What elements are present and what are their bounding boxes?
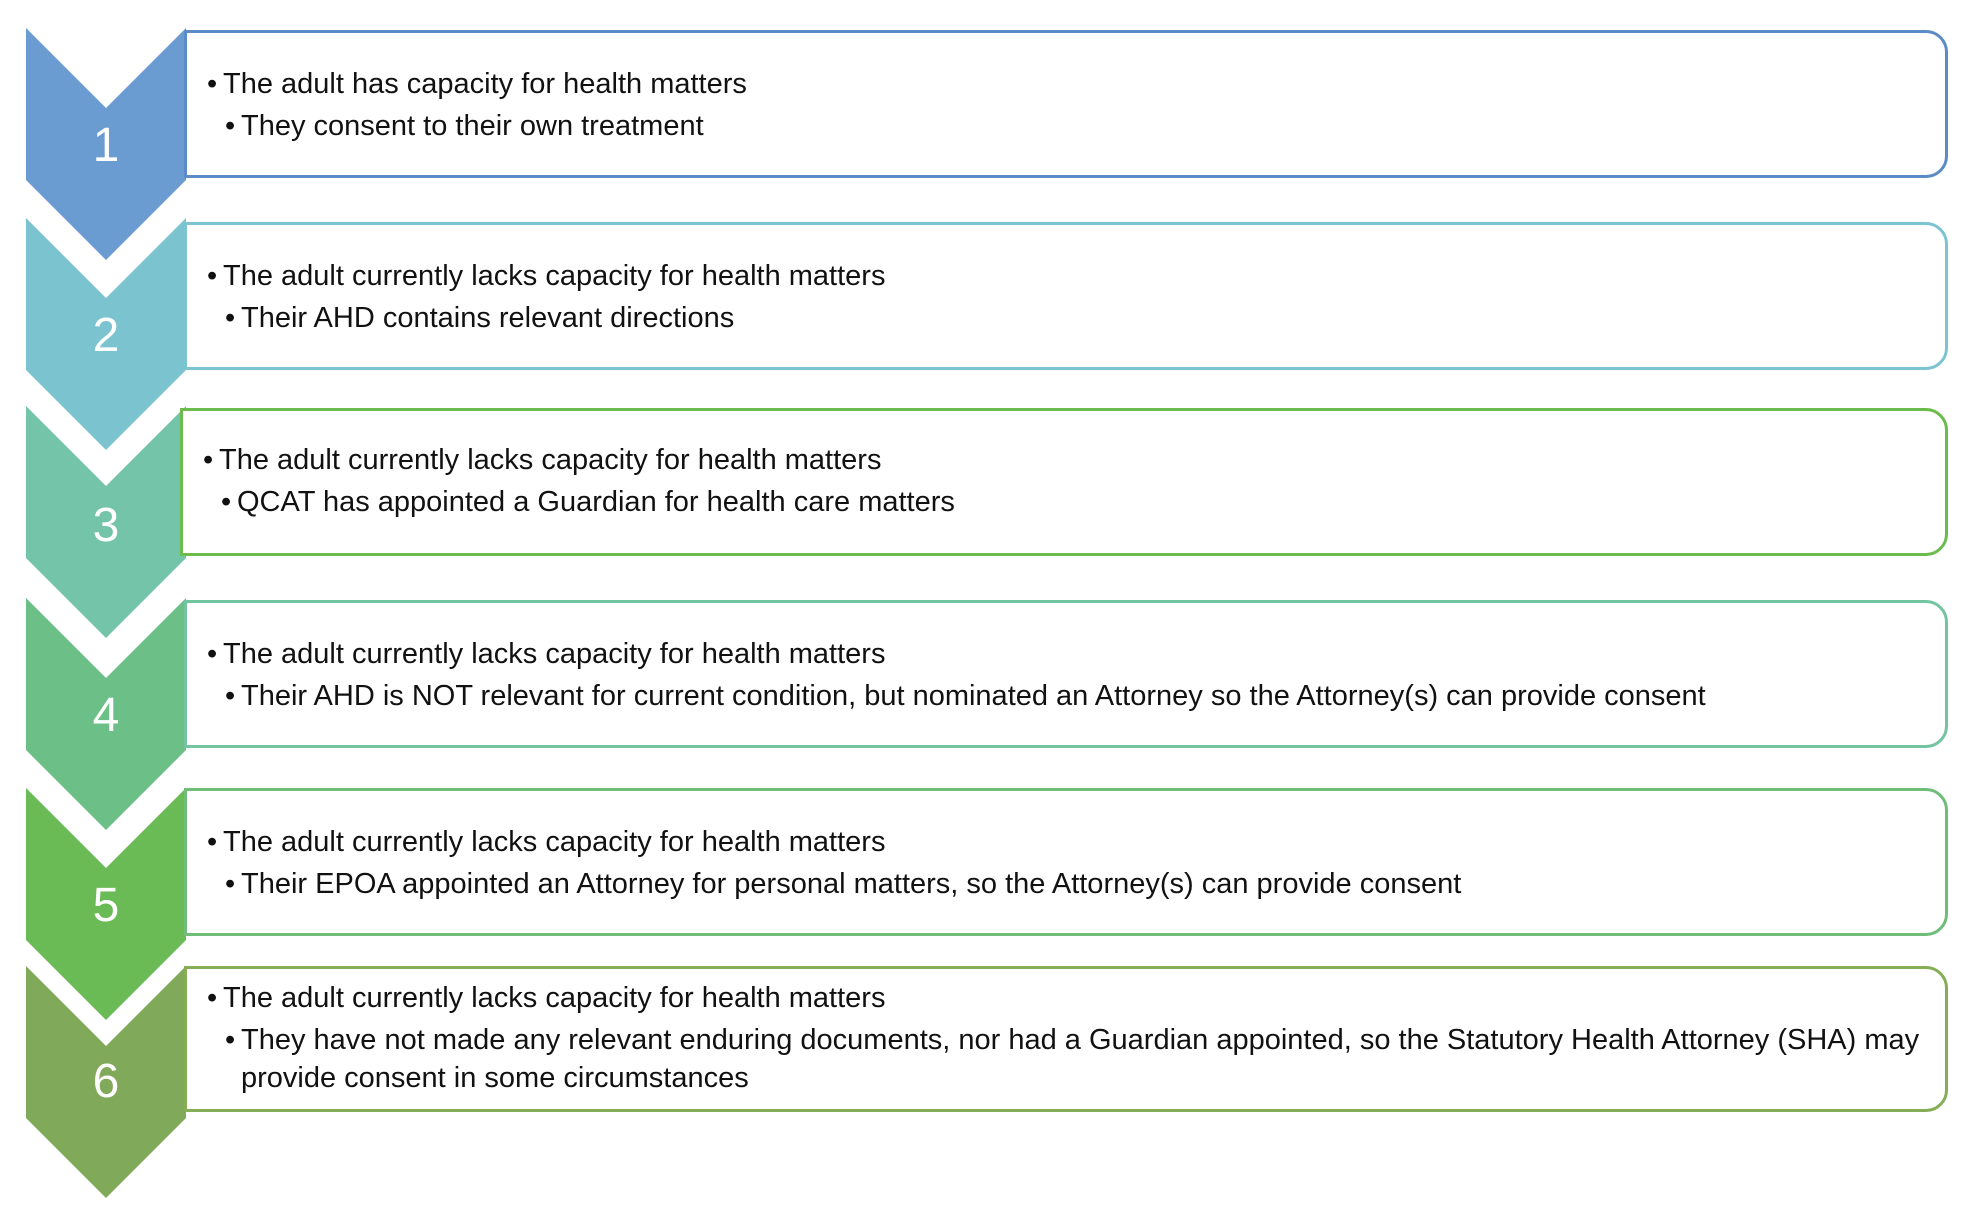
- step-4-main-text: [207, 635, 886, 673]
- step-5-main-label: The adult currently lacks capacity for health matters: [223, 826, 886, 858]
- bullet: •: [225, 680, 236, 712]
- step-1-number: 1: [92, 119, 120, 172]
- step-2-main-text: [207, 257, 886, 295]
- bullet: •: [207, 826, 218, 858]
- bullet: •: [207, 260, 218, 292]
- step-1-sub-text: [225, 107, 704, 145]
- bullet: •: [225, 302, 236, 334]
- step-6-sub-text: [225, 1021, 1921, 1097]
- bullet: •: [225, 110, 236, 142]
- step-5-main-text: [207, 823, 886, 861]
- step-3-main-label: The adult currently lacks capacity for health matters: [219, 444, 882, 476]
- step-1-main-label: The adult has capacity for health matters: [223, 68, 747, 100]
- step-5-box: [184, 788, 1948, 936]
- bullet: •: [207, 68, 218, 100]
- step-2-box: [184, 222, 1948, 370]
- bullet: •: [221, 486, 232, 518]
- step-6-main-text: [207, 979, 886, 1017]
- step-6-box: [184, 966, 1948, 1112]
- step-2-number: 2: [92, 309, 120, 362]
- step-6-main-label: The adult currently lacks capacity for health matters: [223, 982, 886, 1014]
- step-6-number: 6: [92, 1055, 120, 1108]
- step-3-main-text: [203, 441, 882, 479]
- step-5-sub-text: [225, 865, 1462, 903]
- step-3-number: 3: [92, 499, 120, 552]
- bullet: •: [207, 982, 218, 1014]
- bullet: •: [225, 1024, 236, 1056]
- step-2-main-label: The adult currently lacks capacity for health matters: [223, 260, 886, 292]
- step-2-sub-label: Their AHD contains relevant directions: [241, 302, 735, 334]
- step-3-sub-text: [221, 483, 955, 521]
- bullet: •: [225, 868, 236, 900]
- step-6-sub-label: They have not made any relevant enduring documents, nor had a Guardian appointed, so the Statutory Health Attorney (SHA) may provide consent in some circumstances: [241, 1024, 1920, 1094]
- step-3-sub-label: QCAT has appointed a Guardian for health care matters: [237, 486, 955, 518]
- step-4-main-label: The adult currently lacks capacity for health matters: [223, 638, 886, 670]
- step-4-number: 4: [92, 689, 120, 742]
- step-1-main-text: [207, 65, 747, 103]
- step-1-sub-label: They consent to their own treatment: [241, 110, 704, 142]
- step-4-sub-label: Their AHD is NOT relevant for current condition, but nominated an Attorney so the Attorney(s) can provide consent: [241, 680, 1706, 712]
- step-5-number: 5: [92, 879, 120, 932]
- step-2-sub-text: [225, 299, 735, 337]
- bullet: •: [207, 638, 218, 670]
- step-3-box: [180, 408, 1948, 556]
- step-4-sub-text: [225, 677, 1706, 715]
- step-1-box: [184, 30, 1948, 178]
- step-5-sub-label: Their EPOA appointed an Attorney for personal matters, so the Attorney(s) can provide consent: [241, 868, 1462, 900]
- bullet: •: [203, 444, 214, 476]
- step-4-box: [184, 600, 1948, 748]
